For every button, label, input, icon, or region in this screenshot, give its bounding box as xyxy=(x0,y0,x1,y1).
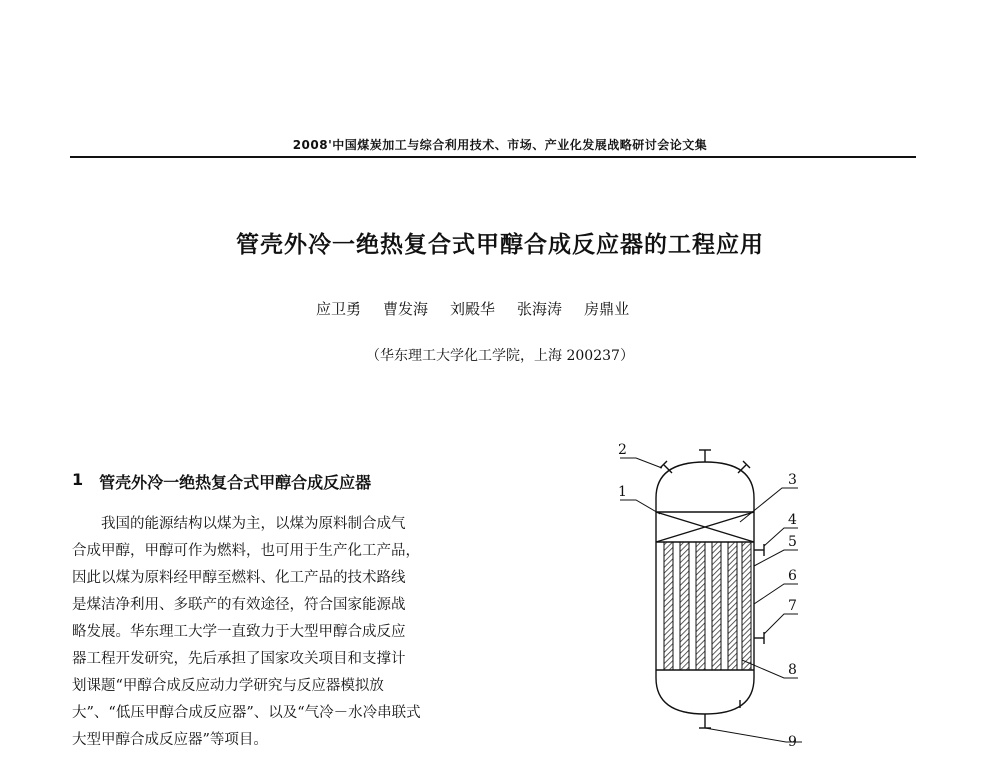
part-label: 4 xyxy=(788,512,797,528)
body-line: 因此以煤为原料经甲醇至燃料、化工产品的技术路线 xyxy=(72,570,406,586)
body-line: 大型甲醇合成反应器”等项目。 xyxy=(72,732,268,748)
body-line: 合成甲醇，甲醇可作为燃料，也可用于生产化工产品， xyxy=(72,543,420,559)
author-name: 应卫勇 xyxy=(316,300,362,318)
author-name: 张海涛 xyxy=(517,300,563,318)
section-title: 管壳外冷一绝热复合式甲醇合成反应器 xyxy=(99,473,372,492)
part-label: 9 xyxy=(788,734,797,750)
running-head: 2008'中国煤炭加工与综合利用技术、市场、产业化发展战略研讨会论文集 xyxy=(292,138,708,152)
body-line: 我国的能源结构以煤为主，以煤为原料制合成气 xyxy=(101,516,406,532)
author-name: 刘殿华 xyxy=(450,300,496,318)
author-name: 曹发海 xyxy=(383,300,429,318)
body-line: 器工程开发研究，先后承担了国家攻关项目和支撑计 xyxy=(72,651,406,667)
part-label: 3 xyxy=(788,472,797,488)
body-line: 是煤洁净利用、多联产的有效途径，符合国家能源战 xyxy=(72,597,406,613)
section-heading xyxy=(72,470,371,493)
part-label: 1 xyxy=(618,484,627,500)
paper-title: 管壳外冷一绝热复合式甲醇合成反应器的工程应用 xyxy=(236,232,764,258)
body-line: 划课题“甲醇合成反应动力学研究与反应器模拟放 xyxy=(72,678,384,694)
part-label: 7 xyxy=(788,598,797,614)
author-list xyxy=(316,298,629,319)
body-line: 略发展。华东理工大学一直致力于大型甲醇合成反应 xyxy=(72,624,406,640)
affiliation: （华东理工大学化工学院，上海 200237） xyxy=(366,348,634,364)
part-label: 8 xyxy=(788,662,797,678)
header-rule xyxy=(70,156,916,158)
section-number: 1 xyxy=(72,470,84,489)
part-labels xyxy=(618,442,797,750)
body-paragraph xyxy=(72,511,482,754)
cooling-tubes xyxy=(664,542,751,670)
body-line: 大”、“低压甲醇合成反应器”、以及“气冷－水冷串联式 xyxy=(72,705,421,721)
part-label: 5 xyxy=(788,534,797,550)
part-label: 6 xyxy=(788,568,797,584)
part-label: 2 xyxy=(618,442,627,458)
author-name: 房鼎业 xyxy=(584,300,630,318)
reactor-diagram xyxy=(612,438,812,750)
